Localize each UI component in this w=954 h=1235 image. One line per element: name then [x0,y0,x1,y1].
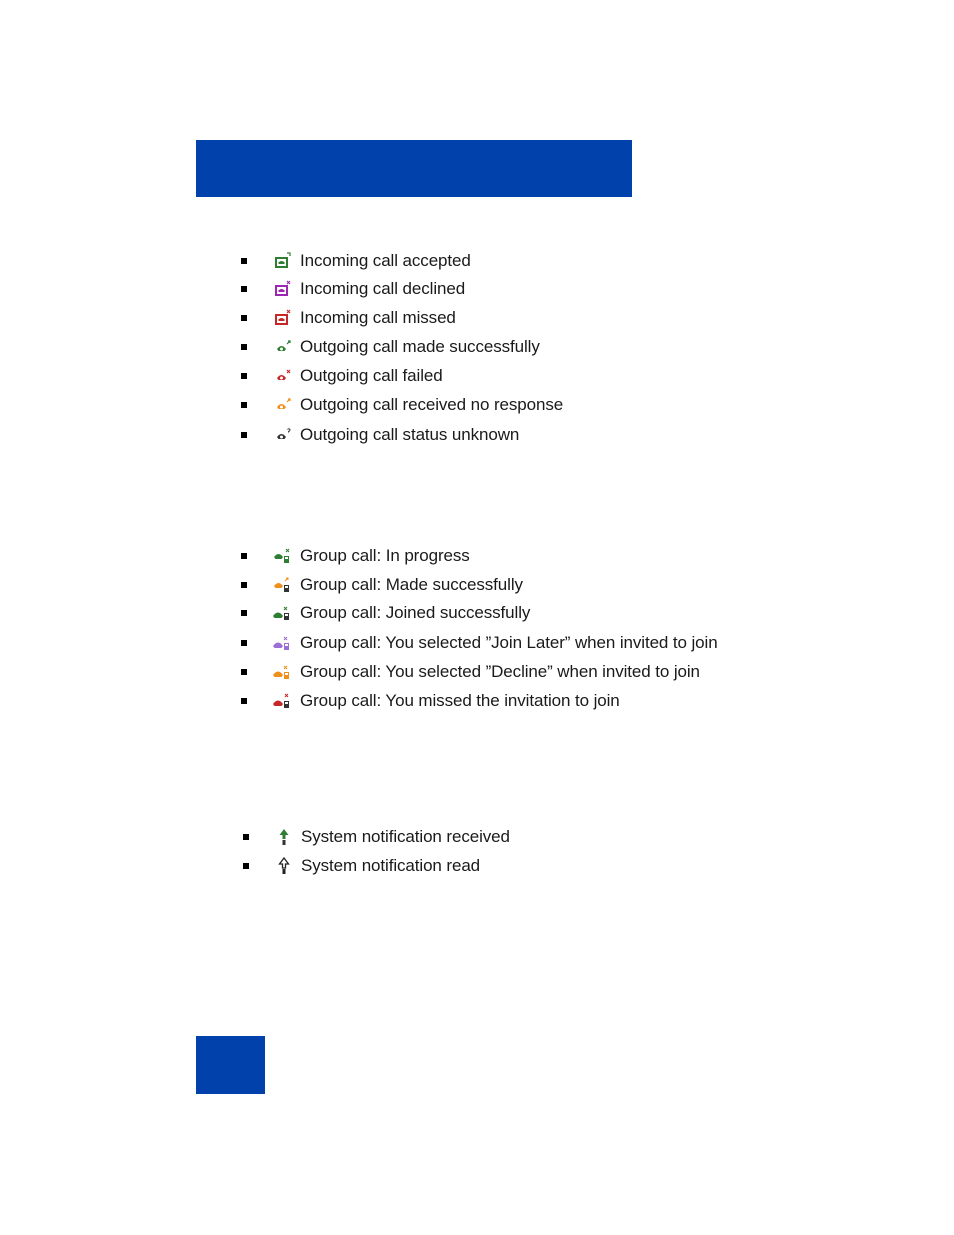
list-item-label: Incoming call declined [300,279,466,298]
bullet [243,863,249,869]
bullet [241,610,247,616]
page-number-tab [196,1036,265,1094]
list-item-label: Outgoing call made successfully [300,337,540,356]
list-item-label: Group call: Made successfully [300,575,523,594]
outgoing-call-failed-icon [272,366,292,386]
outgoing-call-unknown-icon [272,425,292,445]
bullet [241,315,247,321]
bullet [241,669,247,675]
group-call-in-progress-icon [272,546,292,566]
incoming-call-accepted-icon [272,251,292,271]
notification-read-icon [274,856,294,876]
bullet [241,344,247,350]
bullet [241,258,247,264]
incoming-call-declined-icon [272,279,292,299]
list-item-label: Incoming call accepted [300,251,471,270]
list-item-label: Outgoing call received no response [300,395,564,414]
group-call-made-icon [272,575,292,595]
bullet [241,402,247,408]
list-item-label: Group call: In progress [300,546,470,565]
bullet [241,582,247,588]
list-item-label: Group call: Joined successfully [300,603,531,622]
bullet [241,553,247,559]
bullet [243,834,249,840]
group-call-joined-icon [272,603,292,623]
group-call-missed-icon [272,691,292,711]
bullet [241,286,247,292]
outgoing-call-no-response-icon [272,395,292,415]
group-call-declined-icon [272,662,292,682]
chapter-header-bar [196,140,632,197]
bullet [241,698,247,704]
list-item-label: Outgoing call status unknown [300,425,520,444]
bullet [241,432,247,438]
bullet [241,640,247,646]
incoming-call-missed-icon [272,308,292,328]
bullet [241,373,247,379]
outgoing-call-success-icon [272,337,292,357]
group-call-join-later-icon [272,633,292,653]
list-item-label: Group call: You selected ”Join Later” when invited to join [300,633,718,652]
notification-received-icon [274,827,294,847]
list-item-label: Outgoing call failed [300,366,443,385]
list-item-label: Group call: You missed the invitation to join [300,691,620,710]
list-item-label: Incoming call missed [300,308,456,327]
list-item-label: System notification received [301,827,510,846]
list-item-label: Group call: You selected ”Decline” when invited to join [300,662,700,681]
list-item-label: System notification read [301,856,481,875]
